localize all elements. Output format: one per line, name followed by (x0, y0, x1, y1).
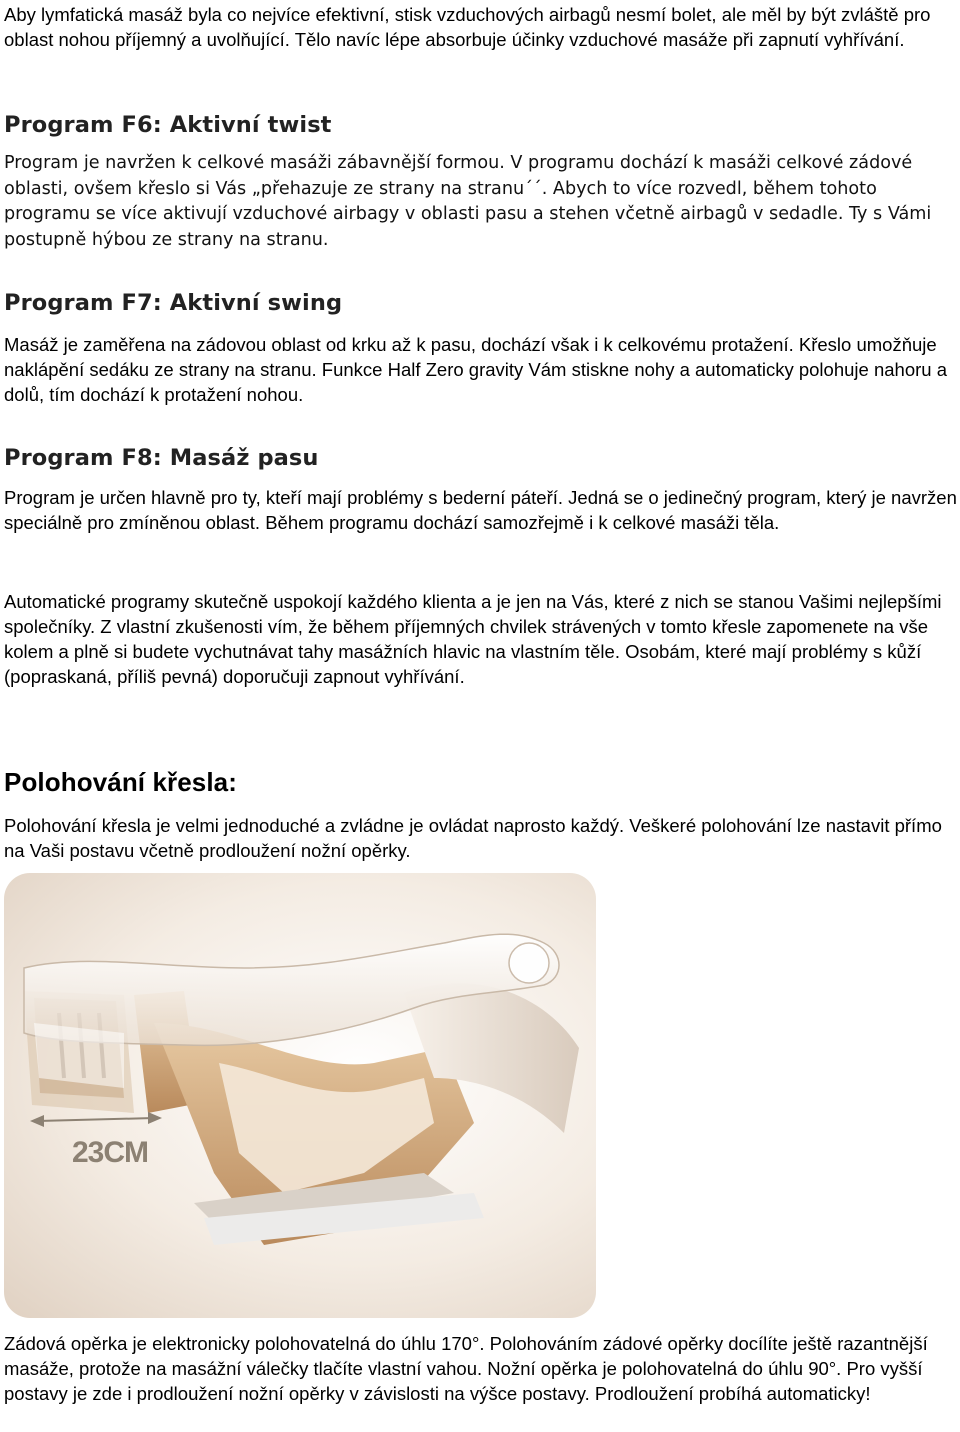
paragraph-program-f7: Masáž je zaměřena na zádovou oblast od krku až k pasu, dochází však i k celkovému protažení. Křeslo umožňuje naklápění sedáku ze strany na stranu. Funkce Half Zero gravity Vám stiskne nohy a automaticky polohuje nahoru a dolů, tím dochází k protažení nohou. (4, 334, 947, 405)
paragraph-closing: Zádová opěrka je elektronicky polohovatelná do úhlu 170°. Polohováním zádové opěrky docílíte ještě razantnější masáže, protože na masážní válečky tlačíte vlastní vahou. Nožní opěrka je polohovatelná do úhlu 90°. Pro vyšší postavy je zde i prodloužení nožní opěrky v závislosti na výšce postavy. Prodloužení probíhá automaticky! (4, 1333, 928, 1404)
paragraph-automatic-programs: Automatické programy skutečně uspokojí každého klienta a je jen na Vás, které z nich se stanou Vašimi nejlepšími společníky. Z vlastní zkušenosti vím, že během příjemných chvilek strávených v tomto křesle zapomenete na vše kolem a plně si budete vychutnávat tahy masážních hlavic na vlastním těle. Osobám, které mají problémy s kůží (popraskaná, příliš pevná) doporučuji zapnout vyhřívání. (4, 591, 942, 687)
paragraph-program-f8: Program je určen hlavně pro ty, kteří mají problémy s bederní páteří. Jedná se o jedinečný program, který je navržen speciálně pro zmíněnou oblast. Během programu dochází samozřejmě i k celkové masáži těla. (4, 487, 957, 533)
paragraph-positioning: Polohování křesla je velmi jednoduché a zvládne je ovládat naprosto každý. Veškeré polohování lze nastavit přímo na Vaši postavu včetně prodloužení nožní opěrky. (4, 815, 942, 861)
massage-chair-image (4, 873, 596, 1318)
extension-length-label: 23CM (71, 1136, 149, 1169)
heading-positioning: Polohování křesla: (4, 767, 237, 797)
heading-program-f8: Program F8: Masáž pasu (4, 445, 319, 471)
heading-program-f7: Program F7: Aktivní swing (4, 290, 343, 316)
heading-program-f6: Program F6: Aktivní twist (4, 112, 332, 138)
massage-chair-illustration (4, 873, 596, 1318)
intro-paragraph: Aby lymfatická masáž byla co nejvíce efektivní, stisk vzduchových airbagů nesmí bolet, ale měl by být zvláště pro oblast nohou příjemný a uvolňující. Tělo navíc lépe absorbuje účinky vzduchové masáže při zapnutí vyhřívání. (4, 4, 931, 50)
paragraph-program-f6: Program je navržen k celkové masáži zábavnější formou. V programu dochází k masáži celkové zádové oblasti, ovšem křeslo si Vás „přehazuje ze strany na stranu´´. Abych to více rozvedl, během tohoto programu se více aktivují vzduchové airbagy v oblasti pasu a stehen včetně airbagů v sedadle. Ty s Vámi postupně hýbou ze strany na stranu. (4, 153, 932, 250)
